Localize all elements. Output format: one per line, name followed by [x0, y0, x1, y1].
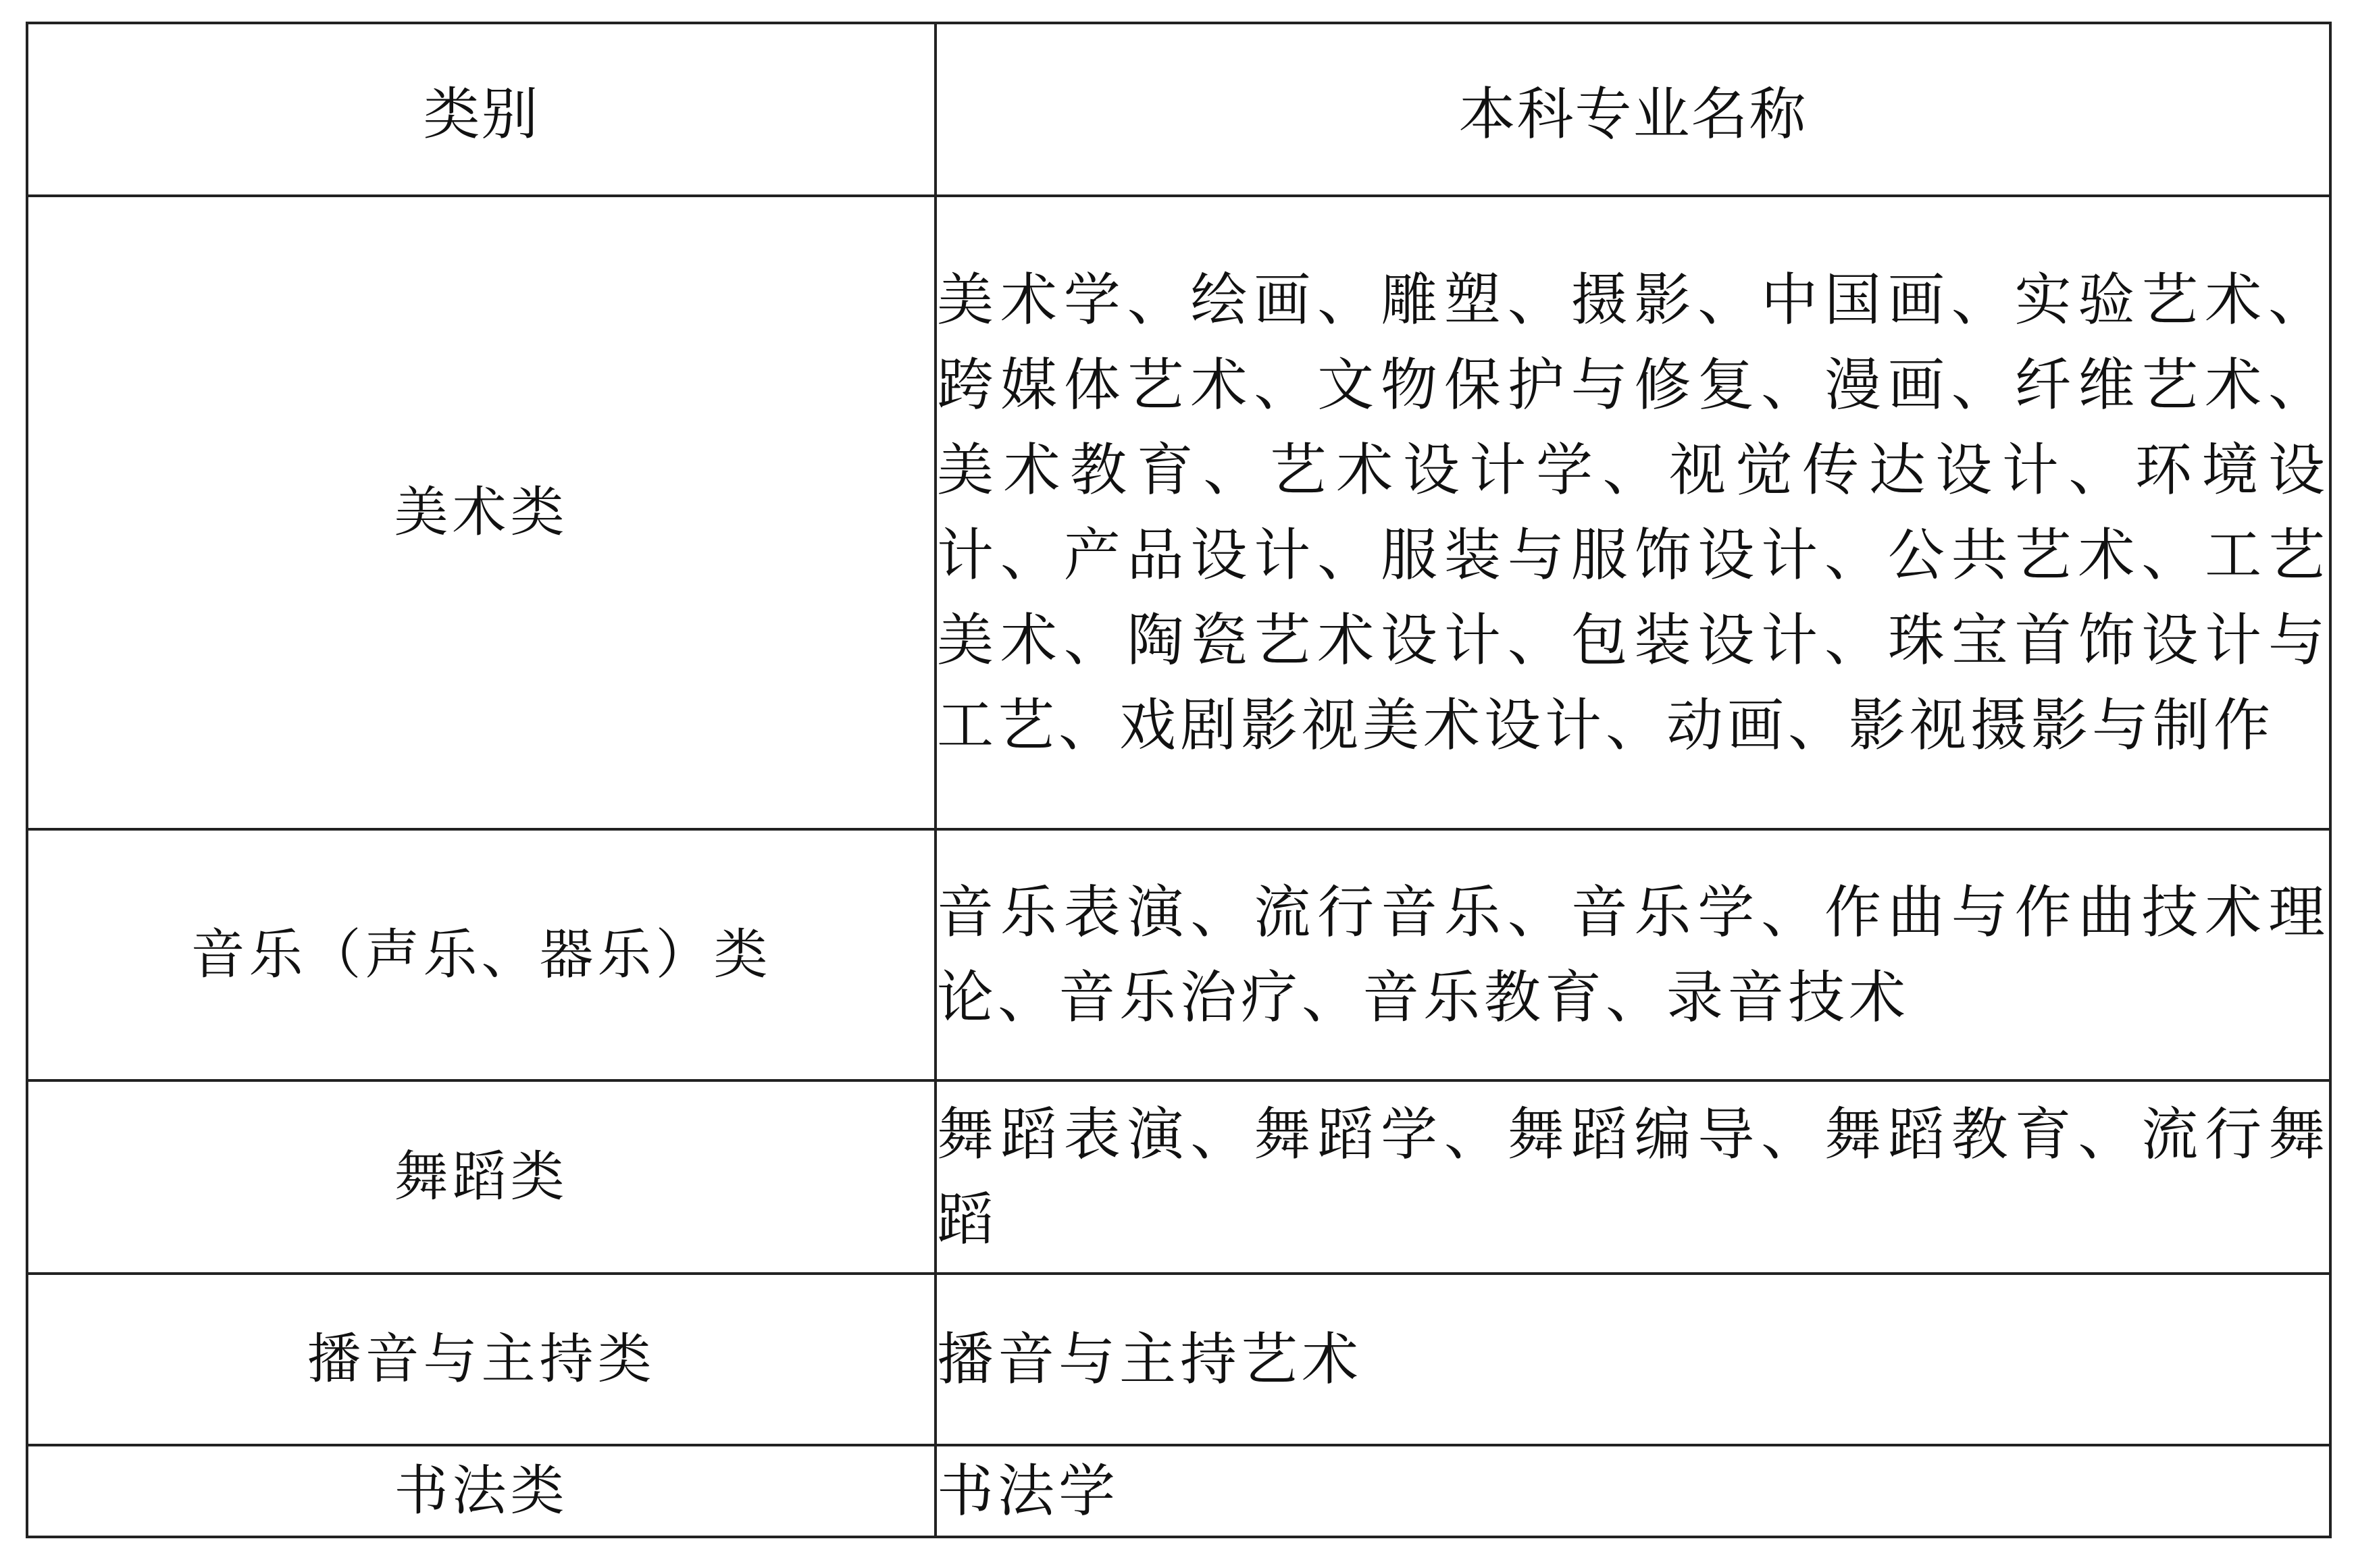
- majors-cell: 音乐表演、流行音乐、音乐学、作曲与作曲技术理论、音乐治疗、音乐教育、录音技术: [936, 829, 2330, 1080]
- category-cell: 美术类: [27, 196, 936, 829]
- majors-table: [26, 22, 2332, 1538]
- table-row: [27, 1445, 2330, 1537]
- table-row: [27, 1274, 2330, 1445]
- category-cell: 播音与主持类: [27, 1274, 936, 1445]
- category-cell: 书法类: [27, 1445, 936, 1537]
- table-row: [27, 196, 2330, 829]
- header-category: 类别: [27, 23, 936, 196]
- majors-cell: 书法学: [936, 1445, 2330, 1537]
- majors-cell: 舞蹈表演、舞蹈学、舞蹈编导、舞蹈教育、流行舞蹈: [936, 1080, 2330, 1274]
- category-cell: 舞蹈类: [27, 1080, 936, 1274]
- majors-cell: 美术学、绘画、雕塑、摄影、中国画、实验艺术、跨媒体艺术、文物保护与修复、漫画、纤维艺术、美术教育、艺术设计学、视觉传达设计、环境设计、产品设计、服装与服饰设计、公共艺术、工艺美术、陶瓷艺术设计、包装设计、珠宝首饰设计与工艺、戏剧影视美术设计、动画、影视摄影与制作: [936, 196, 2330, 829]
- header-majors: 本科专业名称: [936, 23, 2330, 196]
- table-header-row: [27, 23, 2330, 196]
- majors-cell: 播音与主持艺术: [936, 1274, 2330, 1445]
- category-cell: 音乐（声乐、器乐）类: [27, 829, 936, 1080]
- table-row: [27, 1080, 2330, 1274]
- table-row: [27, 829, 2330, 1080]
